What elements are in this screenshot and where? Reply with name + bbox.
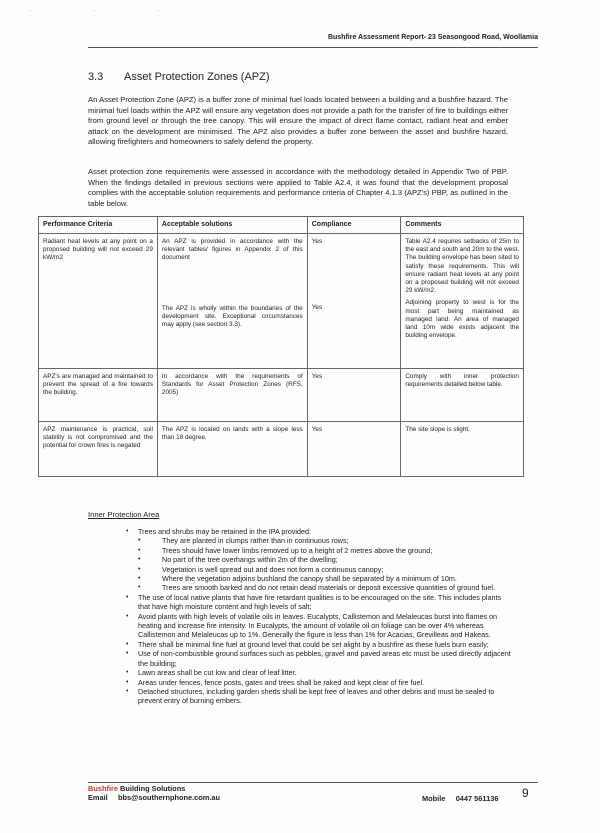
- paragraph-apz-assessment: Asset protection zone requirements were assessed in accordance with the methodology detailed in Appendix Two of PBP. When the findings detailed in previous sections were applied to Table A2.4, it was found that the development proposal complies with the acceptable solution requirements and performance criteria of Chapter 4.1.3 (APZ's) PBP, as outlined in the table below.: [88, 167, 508, 208]
- list-item: • Use of non-combustible ground surfaces such as pebbles, gravel and paved areas etc must be used directly adjacent the building;: [138, 649, 512, 668]
- list-item: • Areas under fences, fence posts, gates and trees shall be raked and kept clear of fire fuel.: [138, 678, 512, 687]
- cell-solution: [157, 234, 307, 369]
- mobile-label: Mobile: [422, 794, 446, 803]
- solution-text: An APZ is provided in accordance with the relevant tables/ figures in Appendix 2 of this document: [161, 238, 303, 262]
- cell-comment: Comply with inner protection requirements detailed below table.: [401, 369, 524, 422]
- table-row: [39, 422, 524, 477]
- list-item: • Detached structures, including garden sheds shall be kept free of leaves and other debris and must be sealed to prevent entry of burning embers.: [138, 687, 512, 706]
- footer-mobile: [422, 794, 498, 803]
- comment-text: Table A2.4 requires setbacks of 25m to the east and south and 20m to the west. The building envelope has been sited to satisfy these requirements. This will ensure radiant heat levels at any point on a proposed building will not exceed 29 kW/m2.: [405, 238, 519, 295]
- table-row: [39, 234, 524, 369]
- email-address: bbs@southernphone.com.au: [118, 793, 221, 802]
- mobile-number: 0447 561136: [455, 794, 499, 803]
- ipa-intro: Trees and shrubs may be retained in the IPA provided:: [138, 527, 311, 536]
- list-item: • Trees should have lower limbs removed up to a height of 2 metres above the ground;: [138, 546, 512, 555]
- list-item: • No part of the tree overhangs within 2m of the dwelling;: [138, 555, 512, 564]
- compliance-value: Yes: [311, 304, 323, 312]
- cell-solution: In accordance with the requirements of Standards for Asset Protection Zones (RFS, 2005): [157, 369, 307, 422]
- email-label: Email: [88, 793, 108, 802]
- list-item: • Lawn areas shall be cut low and clear of leaf litter.: [138, 668, 512, 677]
- header-divider: [88, 47, 538, 48]
- scan-specks: · · ·: [30, 8, 190, 14]
- section-heading: [88, 71, 270, 83]
- ipa-heading: Inner Protection Area: [88, 510, 160, 519]
- cell-solution: The APZ is located on lands with a slope less than 18 degree.: [157, 422, 307, 477]
- paragraph-apz-definition: An Asset Protection Zone (APZ) is a buffer zone of minimal fuel loads located between a building and a bushfire hazard. The minimal fuel loads within the APZ will ensure any vegetation does not provide a path for the transfer of fire to buildings either from ground level or through the tree canopy. This will ensure the impact of direct flame contact, radiant heat and ember attack on the development are minimised. The APZ also provides a buffer zone between the asset and bushfire hazard, allowing firefighters and homeowners to safely defend the property.: [88, 95, 508, 147]
- brand-rest: Building Solutions: [120, 784, 186, 793]
- list-item: • Vegetation is well spread out and does not form a continuous canopy;: [138, 565, 512, 574]
- list-item: • Trees are smooth barked and do not retain dead materials or deposit excessive quantities of ground fuel.: [138, 583, 512, 592]
- section-title: Asset Protection Zones (APZ): [124, 71, 270, 83]
- comment-text: Adjoining property to west is for the most part being maintained as managed land. An area of managed land 10m wide exists adjacent the building envelope.: [405, 299, 519, 340]
- list-item: • Avoid plants with high levels of volatile oils in leaves. Eucalypts, Callistemon and Melaleucas burst into flames on heating and increase fire intensity. In Eucalypts, the amount of volatile oil on foliage can be over 4% whereas Callistemon and Melaleucas up to 1%. Generally the figure is less than 1% for Acacias, Grevilleas and Hakeas.: [138, 612, 512, 640]
- header-acceptable-solutions: Acceptable solutions: [157, 217, 307, 234]
- page-number: 9: [522, 786, 529, 800]
- ipa-list: [138, 527, 512, 706]
- ipa-sub-list: [138, 536, 512, 592]
- cell-criteria: [39, 234, 158, 369]
- header-comments: Comments: [401, 217, 524, 234]
- cell-criteria: APZ maintenance is practical, soil stability is not compromised and the potential for crown fires is negated: [39, 422, 158, 477]
- cell-comment: [401, 234, 524, 369]
- report-header: Bushfire Assessment Report- 23 Seasongood Road, Woollamia: [327, 34, 538, 41]
- footer-divider: [88, 782, 538, 783]
- list-item: • Where the vegetation adjoins bushland the canopy shall be separated by a minimum of 10m.: [138, 574, 512, 583]
- header-performance-criteria: Performance Criteria: [39, 217, 158, 234]
- table-row: [39, 369, 524, 422]
- header-compliance: Compliance: [307, 217, 401, 234]
- cell-compliance: [307, 234, 401, 369]
- table-header-row: [39, 217, 524, 234]
- apz-compliance-table: [38, 216, 524, 477]
- criteria-text: Radiant heat levels at any point on a proposed building will not exceed 29 kW/m2: [43, 238, 153, 262]
- list-item: • There shall be minimal fine fuel at ground level that could be set alight by a bushfire as these fuels burn easily;: [138, 640, 512, 649]
- compliance-value: Yes: [311, 238, 323, 245]
- cell-compliance: Yes: [307, 422, 401, 477]
- footer-contact: [88, 784, 220, 802]
- cell-compliance: Yes: [307, 369, 401, 422]
- section-number: 3.3: [88, 71, 104, 83]
- list-item: • The use of local native plants that have fire retardant qualities is to be encouraged on the site. This includes plants that have high moisture content and high levels of salt;: [138, 593, 512, 612]
- list-item: [138, 527, 512, 593]
- cell-comment: The site slope is slight.: [401, 422, 524, 477]
- solution-text: The APZ is wholly within the boundaries of the development site. Exceptional circumstances may apply (see section 3.3).: [161, 304, 303, 329]
- brand-bushfire: Bushfire: [88, 784, 118, 793]
- footer-brand: [88, 784, 220, 793]
- footer-email-line: [88, 793, 220, 802]
- cell-criteria: APZ's are managed and maintained to prevent the spread of a fire towards the building.: [39, 369, 158, 422]
- list-item: • They are planted in clumps rather than in continuous rows;: [138, 536, 512, 545]
